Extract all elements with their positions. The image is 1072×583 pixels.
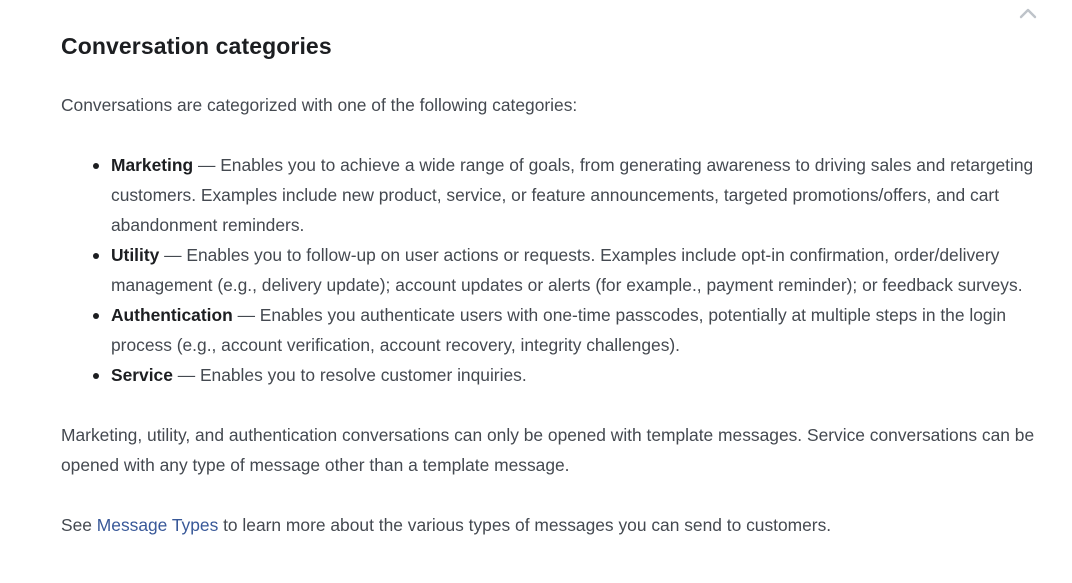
- section-title: Conversation categories: [61, 33, 332, 59]
- list-item-service: [111, 360, 1051, 390]
- list-item-marketing: [111, 150, 1051, 240]
- list-item-utility: [111, 240, 1051, 300]
- see-also-paragraph: [61, 510, 1051, 540]
- message-types-link[interactable]: Message Types: [96, 515, 219, 535]
- see-suffix: to learn more about the various types of messages you can send to customers.: [218, 515, 832, 535]
- article-section: [61, 30, 1051, 540]
- see-prefix: See: [61, 515, 97, 535]
- category-name: Utility: [111, 245, 160, 265]
- category-description: — Enables you authenticate users with one-time passcodes, potentially at multiple steps in the login process (e.g., account verification, account recovery, integrity challenges).: [111, 305, 1007, 355]
- list-item-authentication: [111, 300, 1051, 360]
- category-list: [61, 150, 1051, 390]
- category-description: — Enables you to achieve a wide range of goals, from generating awareness to driving sales and retargeting customers. Examples include new product, service, or feature announcements, targeted promotions/offers, and cart abandonment reminders.: [111, 155, 1034, 235]
- template-note-paragraph: Marketing, utility, and authentication conversations can only be opened with template messages. Service conversations can be opened with any type of message other than a template message.: [61, 425, 1035, 475]
- category-description: — Enables you to resolve customer inquiries.: [172, 365, 527, 385]
- category-name: Service: [111, 365, 173, 385]
- intro-paragraph: Conversations are categorized with one of the following categories:: [61, 95, 578, 115]
- category-name: Authentication: [111, 305, 233, 325]
- category-description: — Enables you to follow-up on user actions or requests. Examples include opt-in confirmation, order/delivery management (e.g., delivery update); account updates or alerts (for example., payment reminder); or feedback surveys.: [111, 245, 1023, 295]
- chevron-up-icon: [1019, 7, 1037, 19]
- category-name: Marketing: [111, 155, 194, 175]
- scroll-to-top-button[interactable]: [1017, 4, 1039, 22]
